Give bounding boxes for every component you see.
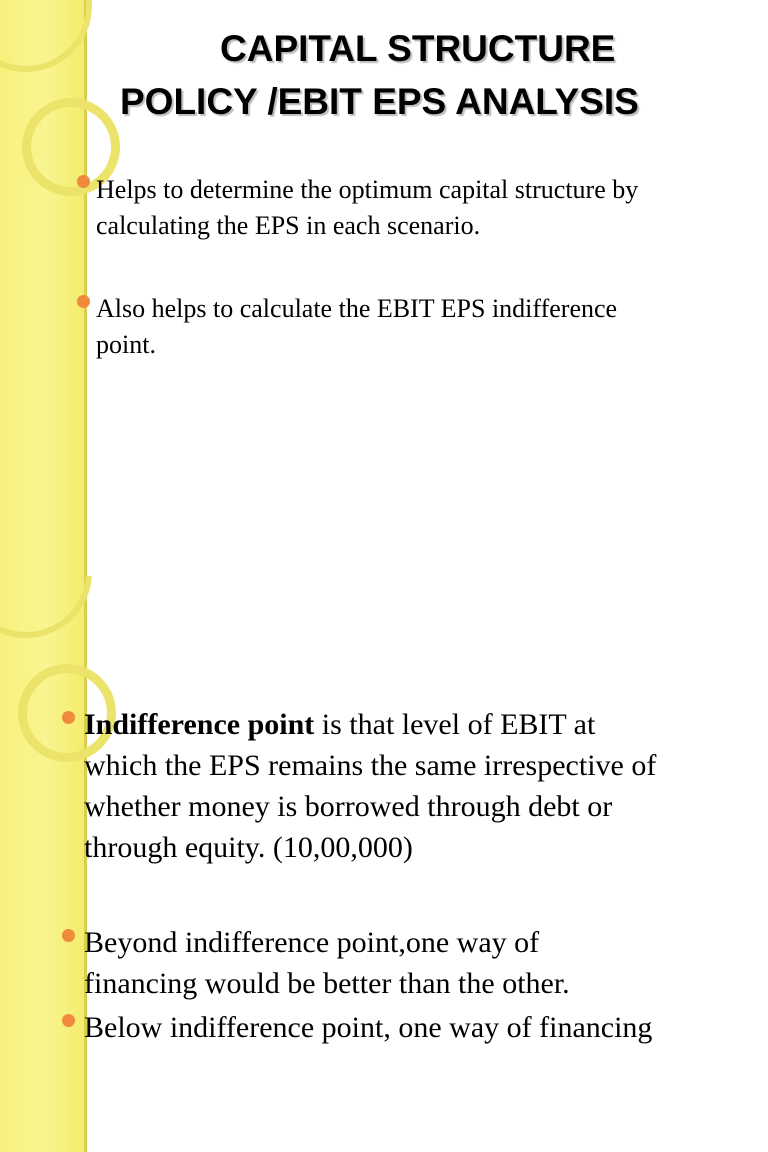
bullet-icon <box>62 711 75 724</box>
bullet-icon <box>62 1014 75 1027</box>
bullet-line: Below indifference point, one way of financing <box>84 1011 653 1044</box>
bullet-icon <box>77 295 90 308</box>
bullet-text <box>84 704 656 868</box>
bullet-text <box>84 922 570 1004</box>
slide-2 <box>0 576 768 1152</box>
bullet-line: financing would be better than the other. <box>84 967 570 1000</box>
decorative-band <box>0 0 84 576</box>
bullet-icon <box>62 929 75 942</box>
bullet-line: calculating the EPS in each scenario. <box>96 211 481 240</box>
bullet-line: is that level of EBIT at <box>314 708 596 741</box>
bullet-line: which the EPS remains the same irrespective of <box>84 749 657 782</box>
decorative-band <box>0 576 84 1152</box>
slide-title-line-1: CAPITAL STRUCTURE <box>220 28 616 69</box>
bullet-icon <box>77 175 90 188</box>
bullet-line: through equity. (10,00,000) <box>84 831 413 864</box>
indifference-point-term: Indifference point <box>84 708 315 741</box>
slide-title-line-2: POLICY /EBIT EPS ANALYSIS <box>120 81 639 122</box>
band-edge <box>84 0 87 576</box>
bullet-text <box>96 172 638 244</box>
bullet-text <box>84 1007 652 1048</box>
bullet-line: Beyond indifference point,one way of <box>84 926 540 959</box>
bullet-text <box>96 291 617 363</box>
bullet-line: Helps to determine the optimum capital structure by <box>96 175 639 204</box>
bullet-line: Also helps to calculate the EBIT EPS indifference <box>96 294 618 323</box>
bullet-line: point. <box>96 330 156 359</box>
bullet-line: whether money is borrowed through debt or <box>84 790 613 823</box>
